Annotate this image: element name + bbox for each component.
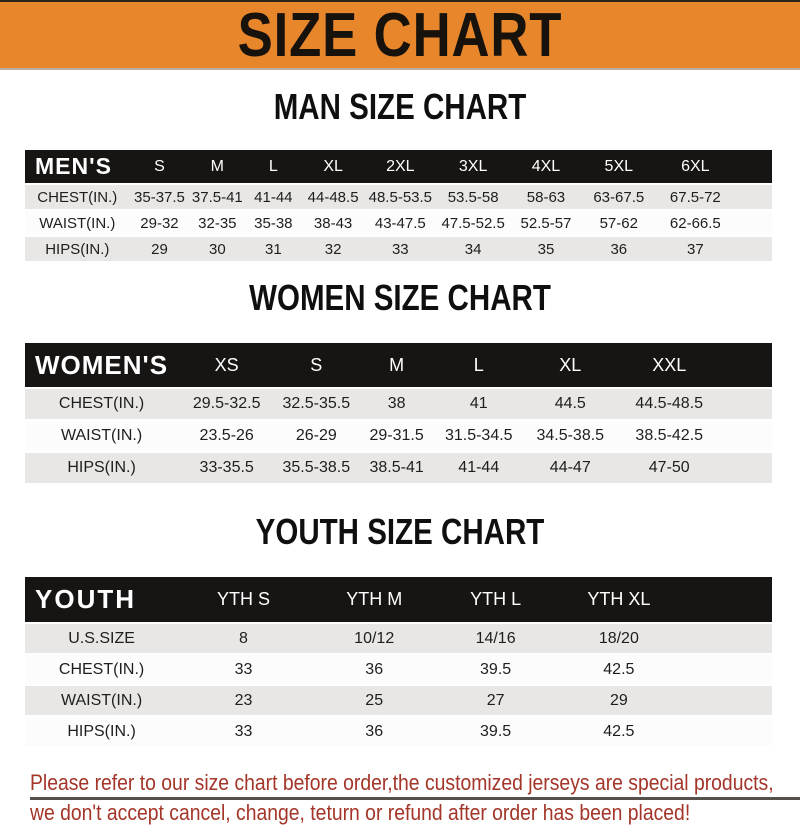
men-col-6xl: 6XL [656, 150, 734, 183]
cell: 27 [440, 686, 552, 715]
cell: 23 [178, 686, 309, 715]
cell-spacer [735, 211, 772, 235]
cell: 44-48.5 [301, 185, 364, 209]
cell: 10/12 [309, 624, 440, 653]
cell: 39.5 [440, 655, 552, 684]
youth-hips-row [25, 717, 772, 746]
women-section-heading-text: WOMEN SIZE CHART [249, 277, 551, 318]
row-label: HIPS(IN.) [25, 237, 130, 261]
youth-size-table [25, 575, 772, 748]
cell: 44.5 [522, 389, 619, 419]
men-col-4xl: 4XL [510, 150, 581, 183]
cell: 25 [309, 686, 440, 715]
cell-spacer [686, 686, 772, 715]
women-chest-row [25, 389, 772, 419]
cell: 29-32 [130, 211, 190, 235]
man-section-heading [0, 86, 800, 136]
cell: 47-50 [619, 453, 720, 483]
cell: 37.5-41 [189, 185, 245, 209]
youth-header-spacer [686, 577, 772, 622]
cell: 14/16 [440, 624, 552, 653]
men-header-spacer [735, 150, 772, 183]
men-size-table [25, 148, 772, 263]
size-chart-banner [0, 0, 800, 70]
cell: 31.5-34.5 [436, 421, 522, 451]
cell-spacer [686, 624, 772, 653]
row-label: HIPS(IN.) [25, 717, 178, 746]
women-col-l: L [436, 343, 522, 387]
cell-spacer [720, 421, 772, 451]
cell-spacer [735, 237, 772, 261]
cell: 67.5-72 [656, 185, 734, 209]
cell-spacer [686, 655, 772, 684]
youth-col-s: YTH S [178, 577, 309, 622]
disclaimer-line-2: we don't accept cancel, change, teturn or refund after order has been placed! [30, 800, 691, 825]
row-label: HIPS(IN.) [25, 453, 178, 483]
cell: 29 [130, 237, 190, 261]
cell: 34 [436, 237, 511, 261]
cell: 32.5-35.5 [275, 389, 357, 419]
youth-corner-label: YOUTH [25, 577, 178, 622]
cell: 33 [178, 717, 309, 746]
cell: 58-63 [510, 185, 581, 209]
row-label: CHEST(IN.) [25, 389, 178, 419]
man-section-heading-text: MAN SIZE CHART [273, 86, 527, 127]
cell: 41 [436, 389, 522, 419]
row-label: U.S.SIZE [25, 624, 178, 653]
cell: 37 [656, 237, 734, 261]
cell: 30 [189, 237, 245, 261]
cell: 35.5-38.5 [275, 453, 357, 483]
cell: 44-47 [522, 453, 619, 483]
cell: 18/20 [552, 624, 686, 653]
cell: 52.5-57 [510, 211, 581, 235]
women-header-row [25, 343, 772, 387]
women-col-m: M [357, 343, 435, 387]
disclaimer-line-1: Please refer to our size chart before order,the customized jerseys are special products, [30, 770, 774, 795]
cell: 33-35.5 [178, 453, 275, 483]
cell: 41-44 [436, 453, 522, 483]
men-corner-label: MEN'S [25, 150, 130, 183]
youth-col-l: YTH L [440, 577, 552, 622]
men-chest-row [25, 185, 772, 209]
women-corner-label: WOMEN'S [25, 343, 178, 387]
cell-spacer [735, 185, 772, 209]
women-col-xs: XS [178, 343, 275, 387]
youth-col-xl: YTH XL [552, 577, 686, 622]
cell: 43-47.5 [365, 211, 436, 235]
women-waist-row [25, 421, 772, 451]
banner-title: SIZE CHART [237, 0, 563, 70]
cell: 42.5 [552, 655, 686, 684]
row-label: CHEST(IN.) [25, 655, 178, 684]
youth-section-heading-text: YOUTH SIZE CHART [255, 511, 545, 552]
men-col-l: L [245, 150, 301, 183]
cell: 38-43 [301, 211, 364, 235]
cell: 8 [178, 624, 309, 653]
cell: 34.5-38.5 [522, 421, 619, 451]
men-col-m: M [189, 150, 245, 183]
women-col-xl: XL [522, 343, 619, 387]
cell: 35-37.5 [130, 185, 190, 209]
men-waist-row [25, 211, 772, 235]
men-header-row [25, 150, 772, 183]
cell: 32-35 [189, 211, 245, 235]
men-col-2xl: 2XL [365, 150, 436, 183]
cell: 29 [552, 686, 686, 715]
cell-spacer [720, 389, 772, 419]
cell: 57-62 [581, 211, 656, 235]
men-col-3xl: 3XL [436, 150, 511, 183]
cell: 42.5 [552, 717, 686, 746]
cell-spacer [686, 717, 772, 746]
cell: 31 [245, 237, 301, 261]
cell: 36 [581, 237, 656, 261]
cell: 39.5 [440, 717, 552, 746]
cell: 63-67.5 [581, 185, 656, 209]
cell: 53.5-58 [436, 185, 511, 209]
women-header-spacer [720, 343, 772, 387]
youth-waist-row [25, 686, 772, 715]
cell: 23.5-26 [178, 421, 275, 451]
women-col-xxl: XXL [619, 343, 720, 387]
cell: 33 [178, 655, 309, 684]
cell: 29.5-32.5 [178, 389, 275, 419]
men-col-5xl: 5XL [581, 150, 656, 183]
row-label: WAIST(IN.) [25, 421, 178, 451]
cell: 47.5-52.5 [436, 211, 511, 235]
cell: 36 [309, 655, 440, 684]
men-col-xl: XL [301, 150, 364, 183]
cell: 35-38 [245, 211, 301, 235]
cell: 44.5-48.5 [619, 389, 720, 419]
men-hips-row [25, 237, 772, 261]
cell: 41-44 [245, 185, 301, 209]
youth-header-row [25, 577, 772, 622]
women-section-heading [0, 277, 800, 327]
cell: 38.5-41 [357, 453, 435, 483]
youth-section-heading [0, 511, 800, 561]
youth-chest-row [25, 655, 772, 684]
row-label: WAIST(IN.) [25, 211, 130, 235]
row-label: CHEST(IN.) [25, 185, 130, 209]
women-col-s: S [275, 343, 357, 387]
row-label: WAIST(IN.) [25, 686, 178, 715]
men-col-s: S [130, 150, 190, 183]
cell: 35 [510, 237, 581, 261]
cell: 38 [357, 389, 435, 419]
cell: 36 [309, 717, 440, 746]
youth-col-m: YTH M [309, 577, 440, 622]
cell: 32 [301, 237, 364, 261]
women-size-table [25, 341, 772, 485]
youth-ussize-row [25, 624, 772, 653]
cell: 29-31.5 [357, 421, 435, 451]
cell: 48.5-53.5 [365, 185, 436, 209]
cell: 38.5-42.5 [619, 421, 720, 451]
cell: 62-66.5 [656, 211, 734, 235]
cell-spacer [720, 453, 772, 483]
cell: 26-29 [275, 421, 357, 451]
cell: 33 [365, 237, 436, 261]
women-hips-row [25, 453, 772, 483]
